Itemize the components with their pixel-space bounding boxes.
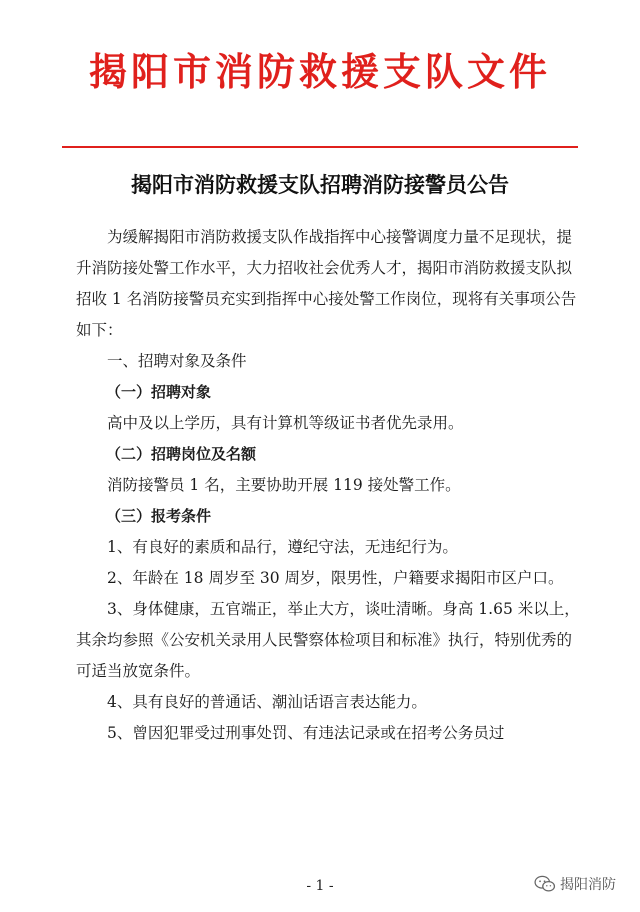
intro-paragraph: 为缓解揭阳市消防救援支队作战指挥中心接警调度力量不足现状，提升消防接处警工作水平，大力招收社会优秀人才，揭阳市消防救援支队拟招收 1 名消防接警员充实到指挥中心接处警工作岗位，现将有关事项公告如下： [76, 228, 577, 339]
list-item: 4、具有良好的普通话、潮汕话语言表达能力。 [107, 693, 427, 711]
subsection-text: 高中及以上学历，具有计算机等级证书者优先录用。 [107, 414, 464, 432]
watermark [534, 874, 616, 894]
document-title: 揭阳市消防救援支队招聘消防接警员公告 [131, 173, 509, 197]
document-header: 揭阳市消防救援支队文件 [88, 50, 551, 94]
list-item: 1、有良好的素质和品行，遵纪守法，无违纪行为。 [107, 538, 458, 556]
header-divider [62, 146, 578, 148]
document-body [76, 222, 582, 749]
subsection-text: 消防接警员 1 名，主要协助开展 119 接处警工作。 [107, 476, 461, 494]
list-item: 3、身体健康，五官端正，举止大方，谈吐清晰。身高 1.65 米以上，其余均参照《公安机关录用人民警察体检项目和标准》执行，特别优秀的可适当放宽条件。 [76, 600, 580, 680]
watermark-account: 揭阳消防 [560, 877, 616, 893]
subsection-heading: （三）报考条件 [106, 507, 212, 525]
page-number: - 1 - [306, 878, 334, 894]
subsection-heading: （一）招聘对象 [106, 383, 212, 401]
wechat-icon [534, 875, 556, 893]
list-item: 2、年龄在 18 周岁至 30 周岁，限男性，户籍要求揭阳市区户口。 [107, 569, 564, 587]
subsection-heading: （二）招聘岗位及名额 [106, 445, 257, 463]
list-item: 5、曾因犯罪受过刑事处罚、有违法记录或在招考公务员过 [107, 724, 505, 742]
section-heading: 一、招聘对象及条件 [107, 352, 247, 370]
